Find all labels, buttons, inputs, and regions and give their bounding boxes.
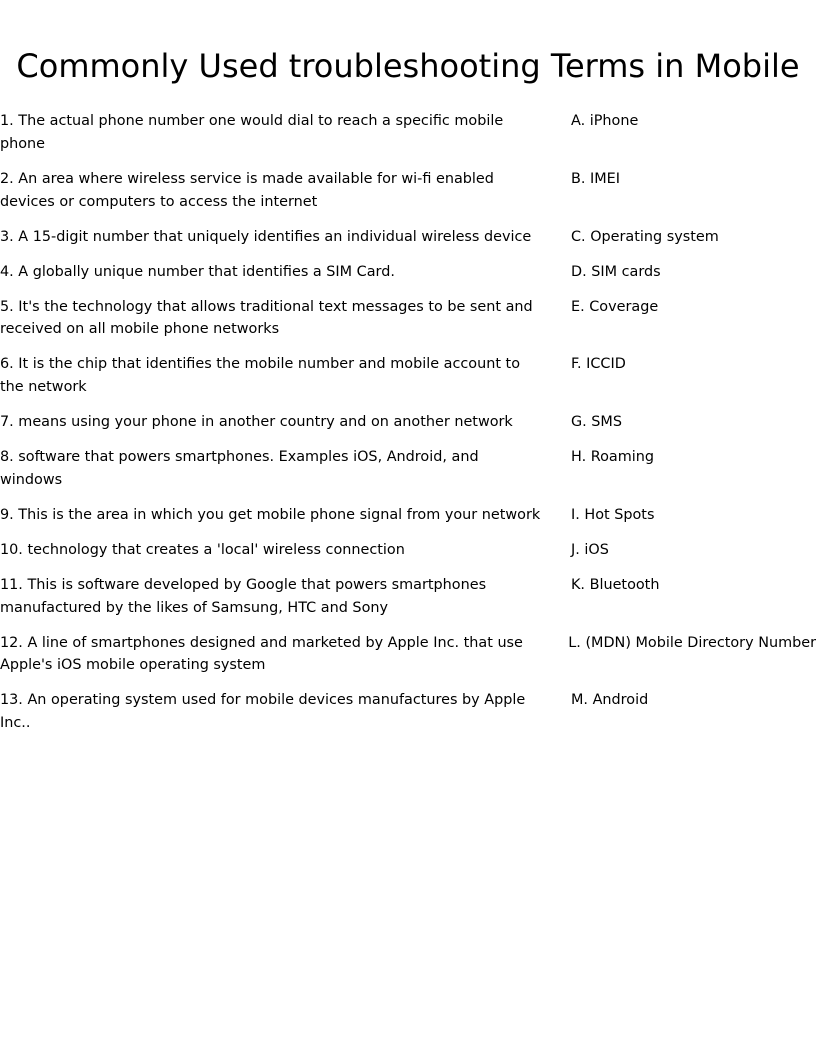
matching-row-7	[0, 411, 816, 434]
answer-c: C. Operating system	[571, 228, 719, 245]
clue-10: 10. technology that creates a 'local' wireless connection	[0, 541, 405, 558]
matching-row-4	[0, 261, 816, 284]
matching-row-12	[0, 632, 816, 678]
answer-h: H. Roaming	[571, 449, 654, 466]
clue-9: 9. This is the area in which you get mobile phone signal from your network	[0, 506, 541, 523]
matching-row-5	[0, 296, 816, 342]
page-title: Commonly Used troubleshooting Terms in Mobile	[16, 47, 800, 85]
clue-2: 2. An area where wireless service is made available for wi-fi enabled devices or computers to access the internet	[0, 170, 494, 210]
matching-row-11	[0, 574, 816, 620]
answer-i: I. Hot Spots	[571, 506, 655, 523]
answer-f: F. ICCID	[571, 356, 626, 373]
matching-row-3	[0, 226, 816, 249]
clue-7: 7. means using your phone in another country and on another network	[0, 414, 513, 431]
matching-row-1	[0, 110, 816, 156]
answer-a: A. iPhone	[571, 113, 639, 129]
clue-3: 3. A 15-digit number that uniquely identifies an individual wireless device	[0, 228, 532, 245]
clue-13: 13. An operating system used for mobile devices manufactures by Apple Inc..	[0, 692, 526, 732]
clue-1: 1. The actual phone number one would dial to reach a specific mobile phone	[0, 113, 504, 152]
matching-list	[0, 110, 816, 747]
answer-b: B. IMEI	[571, 170, 621, 187]
matching-row-2	[0, 168, 816, 214]
answer-g: G. SMS	[571, 414, 622, 431]
clue-11: 11. This is software developed by Google that powers smartphones manufactured by the likes of Samsung, HTC and Sony	[0, 576, 487, 616]
answer-k: K. Bluetooth	[571, 576, 660, 593]
matching-row-9	[0, 504, 816, 527]
clue-8: 8. software that powers smartphones. Examples iOS, Android, and windows	[0, 449, 479, 488]
answer-l: L. (MDN) Mobile Directory Number	[568, 634, 816, 651]
matching-row-10	[0, 539, 816, 562]
matching-row-6	[0, 353, 816, 399]
clue-6: 6. It is the chip that identifies the mobile number and mobile account to the network	[0, 356, 520, 396]
matching-row-8	[0, 446, 816, 492]
answer-d: D. SIM cards	[571, 263, 661, 280]
answer-j: J. iOS	[571, 541, 609, 558]
matching-row-13	[0, 689, 816, 735]
clue-12: 12. A line of smartphones designed and marketed by Apple Inc. that use Apple's iOS mobile operating system	[0, 634, 523, 674]
clue-5: 5. It's the technology that allows traditional text messages to be sent and received on all mobile phone networks	[0, 298, 533, 338]
answer-m: M. Android	[571, 692, 649, 709]
clue-4: 4. A globally unique number that identifies a SIM Card.	[0, 263, 395, 280]
answer-e: E. Coverage	[571, 298, 659, 315]
